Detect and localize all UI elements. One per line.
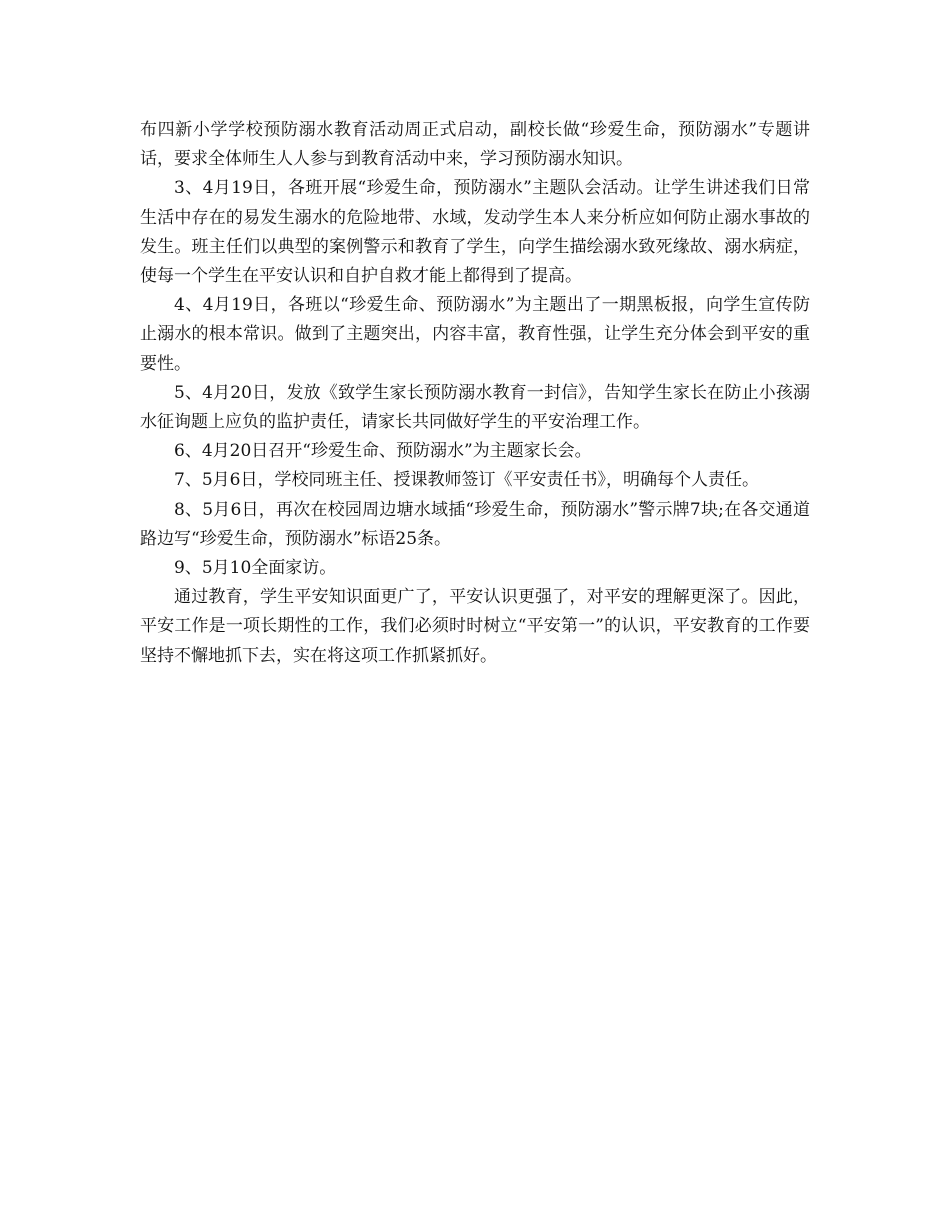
paragraph-2: 3、4月19日，各班开展“珍爱生命，预防溺水”主题队会活动。让学生讲述我们日常生活中存在的易发生溺水的危险地带、水域，发动学生本人来分析应如何防止溺水事故的发生。班主任们以典型的案例警示和教育了学生，向学生描绘溺水致死缘故、溺水病症，使每一个学生在平安认识和自护自救才能上都得到了提高。 [140, 178, 810, 287]
paragraph-1: 布四新小学学校预防溺水教育活动周正式启动，副校长做“珍爱生命，预防溺水”专题讲话，要求全体师生人人参与到教育活动中来，学习预防溺水知识。 [140, 120, 810, 170]
paragraph-5: 6、4月20日召开“珍爱生命、预防溺水”为主题家长会。 [174, 441, 592, 462]
paragraph-8: 9、5月10全面家访。 [174, 558, 337, 579]
document-body [140, 116, 810, 671]
paragraph-7: 8、5月6日，再次在校园周边塘水域插“珍爱生命，预防溺水”警示牌7块;在各交通道路边写“珍爱生命，预防溺水”标语25条。 [140, 499, 810, 549]
paragraph-3: 4、4月19日，各班以“珍爱生命、预防溺水”为主题出了一期黑板报，向学生宣传防止溺水的根本常识。做到了主题突出，内容丰富，教育性强，让学生充分体会到平安的重要性。 [140, 295, 810, 374]
paragraph-4: 5、4月20日，发放《致学生家长预防溺水教育一封信》，告知学生家长在防止小孩溺水征询题上应负的监护责任，请家长共同做好学生的平安治理工作。 [140, 382, 810, 433]
paragraph-9: 通过教育，学生平安知识面更广了，平安认识更强了，对平安的理解更深了。因此，平安工作是一项长期性的工作，我们必须时时树立“平安第一”的认识，平安教育的工作要坚持不懈地抓下去，实在将这项工作抓紧抓好。 [140, 587, 810, 666]
paragraph-6: 7、5月6日，学校同班主任、授课教师签订《平安责任书》，明确每个人责任。 [174, 470, 759, 491]
